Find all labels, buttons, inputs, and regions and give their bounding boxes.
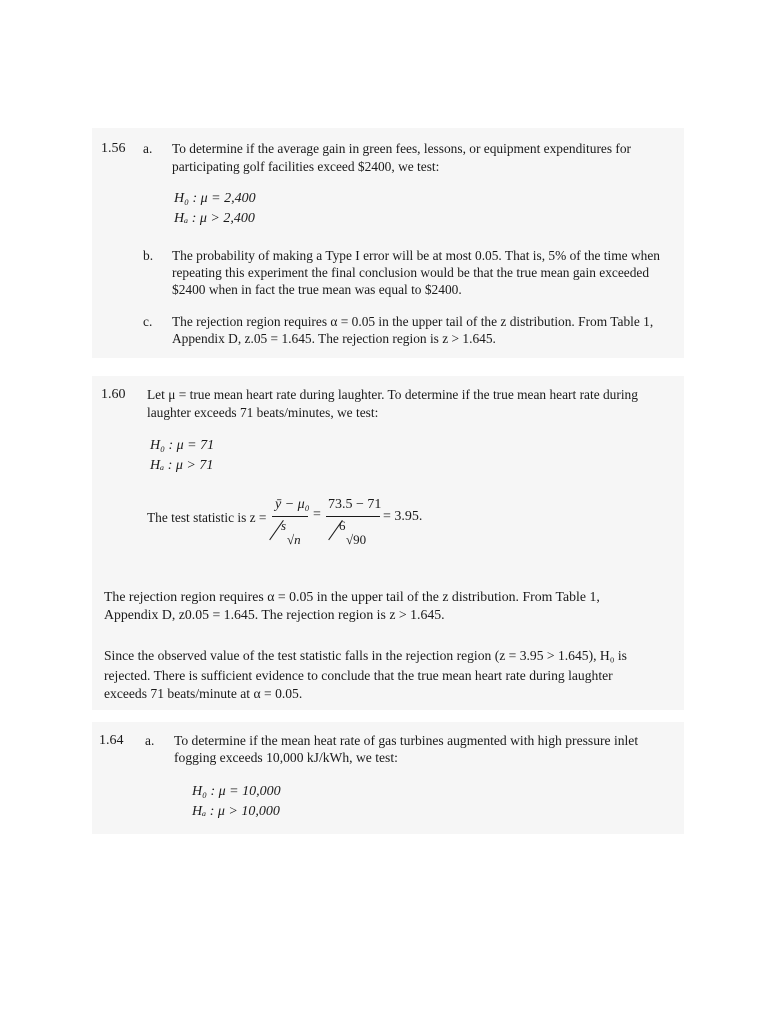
fraction-bar-1 (272, 516, 308, 517)
part-c-label: c. (143, 314, 153, 329)
test-statistic-s: s (281, 518, 287, 533)
p164-part-a-label: a. (145, 733, 155, 748)
problem-number-1-56: 1.56 (101, 141, 126, 156)
test-statistic-sqrt-90: √90 (346, 532, 367, 547)
test-statistic-numerator-2: 73.5 − 71 (328, 497, 382, 512)
p156-a-line-1: To determine if the average gain in green fees, lessons, or equipment expenditures for (172, 141, 632, 156)
p156-c-line-2: Appendix D, z.05 = 1.645. The rejection region is z > 1.645. (172, 331, 496, 346)
p160-conclusion-line-1: Since the observed value of the test statistic falls in the rejection region (z = 3.95 > 1.645), H₀ is (104, 648, 627, 663)
p156-b-line-3: $2400 when in fact the true mean was equal to $2400. (172, 282, 462, 297)
p164-a-line-2: fogging exceeds 10,000 kJ/kWh, we test: (174, 750, 398, 765)
part-b-label: b. (143, 248, 154, 263)
p156-a-line-2: participating golf facilities exceed $2400, we test: (172, 159, 440, 174)
p160-conclusion-line-2: rejected. There is sufficient evidence to conclude that the true mean heart rate during laughter (104, 668, 613, 683)
p156-null-hypothesis: H₀ : μ = 2,400 (174, 191, 256, 206)
test-statistic-result: = 3.95. (383, 509, 423, 524)
p160-alt-hypothesis: Hₐ : μ > 71 (150, 458, 214, 473)
p160-rejection-line-1: The rejection region requires α = 0.05 in the upper tail of the z distribution. From Table 1, (104, 589, 600, 604)
p160-rejection-line-2: Appendix D, z0.05 = 1.645. The rejection region is z > 1.645. (104, 607, 445, 622)
part-a-label: a. (143, 141, 153, 156)
p160-null-hypothesis: H₀ : μ = 71 (150, 438, 215, 453)
test-statistic-six: 6 (339, 518, 346, 533)
problem-number-1-64: 1.64 (99, 733, 124, 748)
test-statistic-sqrt-n: √n (287, 532, 301, 547)
p160-line-2: laughter exceeds 71 beats/minutes, we test: (147, 405, 379, 420)
p164-null-hypothesis: H₀ : μ = 10,000 (192, 784, 281, 799)
p164-alt-hypothesis: Hₐ : μ > 10,000 (192, 804, 280, 819)
problem-number-1-60: 1.60 (101, 387, 126, 402)
equals-sign: = (313, 507, 321, 522)
p156-alt-hypothesis: Hₐ : μ > 2,400 (174, 211, 255, 226)
p164-a-line-1: To determine if the mean heat rate of gas turbines augmented with high pressure inlet (174, 733, 639, 748)
p156-c-line-1: The rejection region requires α = 0.05 in the upper tail of the z distribution. From Table 1, (172, 314, 654, 329)
fraction-bar-2 (326, 516, 380, 517)
test-statistic-label: The test statistic is z = (147, 510, 267, 525)
p160-conclusion-line-3: exceeds 71 beats/minute at α = 0.05. (104, 686, 303, 701)
test-statistic-numerator-1: ȳ − μ₀ (275, 497, 310, 512)
p160-line-1: Let μ = true mean heart rate during laughter. To determine if the true mean heart rate during (147, 387, 638, 402)
p156-b-line-2: repeating this experiment the final conclusion would be that the true mean gain exceeded (172, 265, 650, 280)
p156-b-line-1: The probability of making a Type I error will be at most 0.05. That is, 5% of the time when (172, 248, 660, 263)
